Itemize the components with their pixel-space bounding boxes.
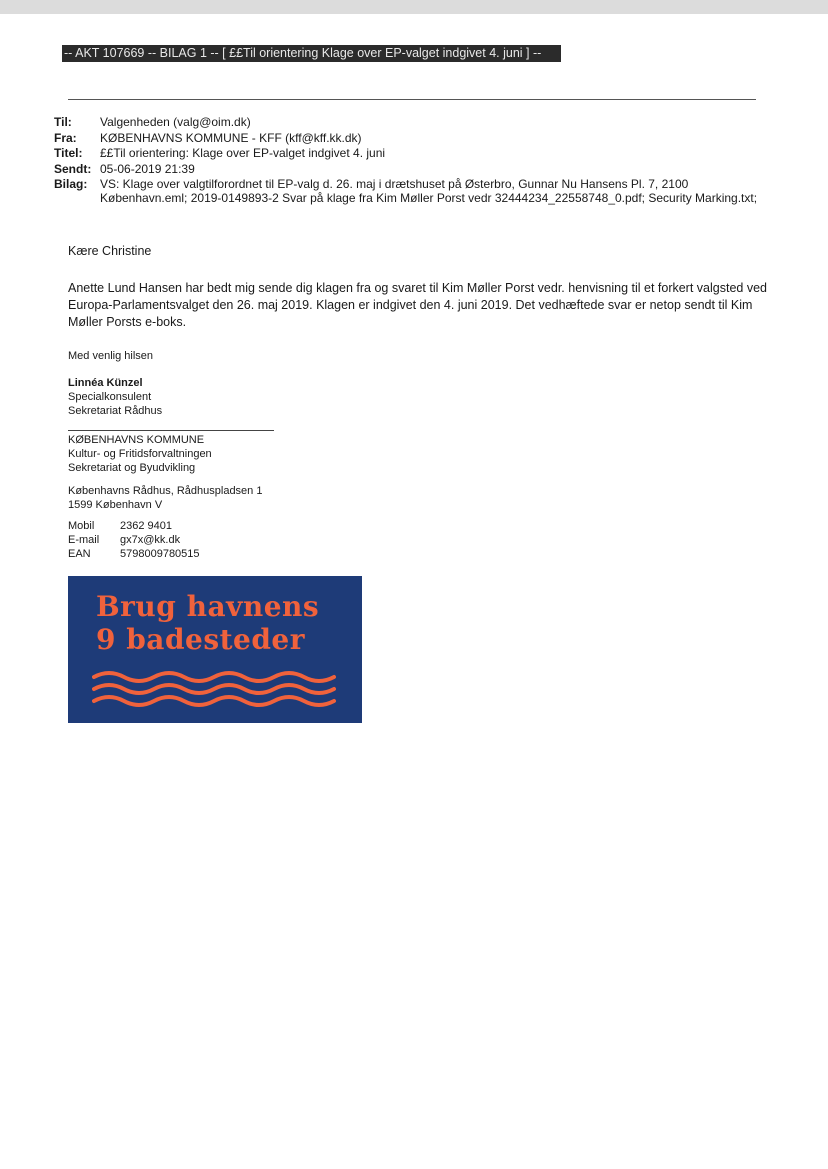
- header-title-row: [54, 146, 774, 160]
- logo-line-2: 9 badesteder: [96, 623, 305, 656]
- address-line-1: Københavns Rådhus, Rådhuspladsen 1: [68, 485, 263, 497]
- signature-contact: [68, 519, 200, 561]
- scan-top-edge: [0, 0, 828, 14]
- harbour-baths-logo: [68, 576, 362, 723]
- signature-name: Linnéa Künzel: [68, 377, 143, 389]
- ean-label: EAN: [68, 548, 91, 560]
- signature-closing: Med venlig hilsen: [68, 350, 153, 362]
- logo-text: [96, 590, 319, 656]
- email-value: gx7x@kk.dk: [120, 534, 181, 546]
- header-attachments-row: [54, 177, 774, 205]
- org-line-2: Kultur- og Fritidsforvaltningen: [68, 448, 212, 460]
- to-label: Til:: [54, 115, 72, 129]
- logo-line-1: Brug havnens: [96, 590, 320, 623]
- from-label: Fra:: [54, 130, 77, 145]
- ean-value: 5798009780515: [120, 548, 200, 560]
- signature-dept: Sekretariat Rådhus: [68, 405, 163, 417]
- header-to-row: [54, 115, 774, 129]
- document-id-banner: -- AKT 107669 -- BILAG 1 -- [ ££Til orientering Klage over EP-valget indgivet 4. juni ] --: [62, 45, 561, 62]
- title-value: ££Til orientering: Klage over EP-valget indgivet 4. juni: [100, 146, 386, 160]
- mobile-label: Mobil: [68, 520, 95, 532]
- attachments-value: VS: Klage over valgtilforordnet til EP-valg d. 26. maj i drætshuset på Østerbro, Gunnar Nu Hansens Pl. 7, 2100 København.eml; 2019-0149893-2 Svar på klage fra Kim Møller Porst vedr 32444234_22558748_0.pdf; Security Marking.txt;: [100, 177, 758, 205]
- greeting: Kære Christine: [68, 244, 152, 258]
- mobile-row: [68, 519, 200, 533]
- signature-organization: [68, 433, 212, 475]
- title-label: Titel:: [54, 146, 83, 160]
- signature-divider: [68, 430, 274, 431]
- header-divider: [68, 99, 756, 100]
- from-value: KØBENHAVNS KOMMUNE - KFF (kff@kff.kk.dk): [100, 130, 362, 145]
- waves-icon: [92, 669, 338, 709]
- email-header: [54, 115, 774, 205]
- email-row: [68, 533, 200, 547]
- org-line-3: Sekretariat og Byudvikling: [68, 462, 196, 474]
- mobile-value: 2362 9401: [120, 520, 172, 532]
- signature-address: [68, 484, 262, 512]
- sent-label: Sendt:: [54, 161, 92, 176]
- org-line-1: KØBENHAVNS KOMMUNE: [68, 434, 205, 446]
- signature-person: [68, 376, 162, 418]
- to-value: Valgenheden (valg@oim.dk): [100, 115, 251, 129]
- address-line-2: 1599 København V: [68, 499, 163, 511]
- email-label: E-mail: [68, 534, 100, 546]
- header-from-row: [54, 131, 774, 145]
- signature-role: Specialkonsulent: [68, 391, 152, 403]
- sent-value: 05-06-2019 21:39: [100, 161, 195, 176]
- header-sent-row: [54, 162, 774, 176]
- attachments-label: Bilag:: [54, 177, 88, 191]
- body-paragraph: Anette Lund Hansen har bedt mig sende dig klagen fra og svaret til Kim Møller Porst vedr. henvisning til et forkert valgsted ved Europa-Parlamentsvalget den 26. maj 2019. Klagen er indgivet den 4. juni 2019. Det vedhæftede svar er netop sendt til Kim Møller Porsts e-boks.: [68, 281, 767, 329]
- ean-row: [68, 547, 200, 561]
